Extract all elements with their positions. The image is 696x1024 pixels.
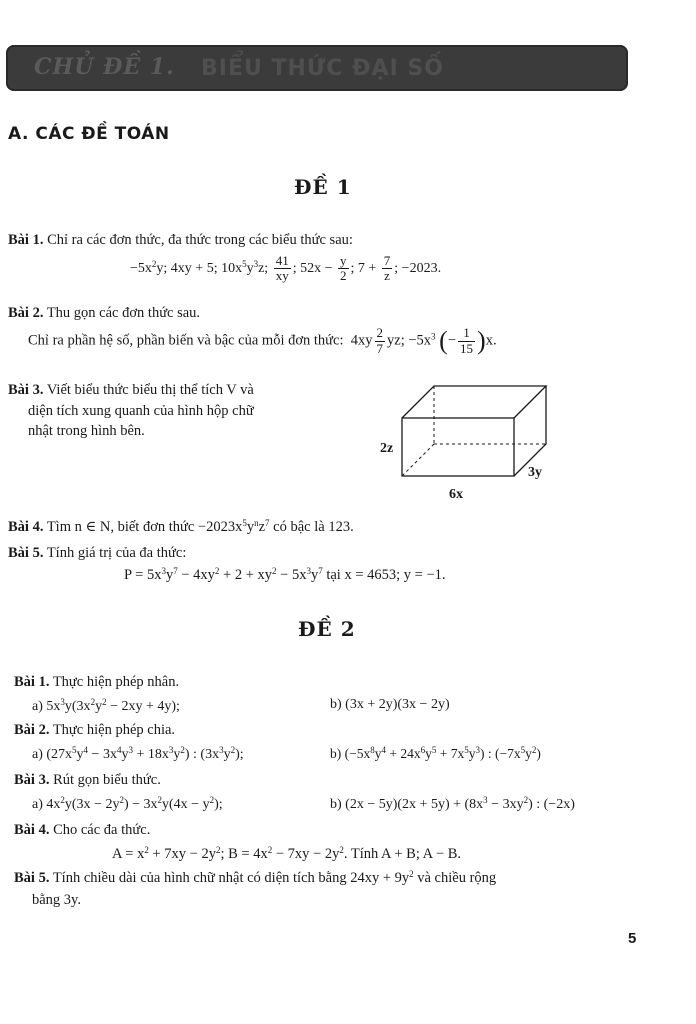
de1-bai3: Bài 3. Viết biểu thức biểu thị thể tích V và bbox=[8, 382, 254, 398]
rectangular-box-figure bbox=[372, 380, 562, 510]
de1-bai3-line3: nhật trong hình bên. bbox=[28, 423, 145, 439]
de2-bai1-a: a) $5x^3y(3x^2y^2 - 2xy + 4y)$; bbox=[32, 697, 180, 714]
de2-bai1-b: b) (3x + 2y)(3x − 2y) bbox=[330, 697, 450, 712]
box-hidden-edges bbox=[402, 386, 546, 476]
de2-bai4-expression: $A = x^2 + 7xy - 2y^2$; $B = 4x^2 - 7xy - 2y^2$. Tính A + B; A − B. bbox=[112, 845, 462, 862]
de1-bai3-line2: diện tích xung quanh của hình hộp chữ bbox=[28, 403, 254, 419]
de2-bai2: Bài 2. Thực hiện phép chia. bbox=[14, 722, 176, 738]
section-heading: A. CÁC ĐỀ TOÁN bbox=[8, 124, 170, 144]
de2-bai5-line2: bằng 3y. bbox=[32, 892, 81, 908]
box-width-label: 6x bbox=[449, 487, 463, 502]
de1-bai2: Bài 2. Thu gọn các đơn thức sau. bbox=[8, 305, 201, 321]
box-front-face bbox=[402, 418, 514, 476]
de2-bai3-a: a) $4x^2y(3x - 2y^2) - 3x^2y(4x - y^2)$; bbox=[32, 795, 223, 812]
de2-bai4: Bài 4. Cho các đa thức. bbox=[14, 822, 151, 838]
de2-bai2-a: a) $(27x^5y^4 - 3x^4y^3 + 18x^3y^2)$ : $(3x^3y^2)$; bbox=[32, 745, 244, 762]
box-depth-label: 3y bbox=[528, 465, 542, 480]
de2-heading: ĐỀ 2 bbox=[298, 617, 356, 641]
de2-bai5: Bài 5. Tính chiều dài của hình chữ nhật có diện tích bằng $24xy + 9y^2$ và chiều rộng bbox=[14, 869, 497, 886]
chapter-label: CHỦ ĐỀ 1. bbox=[34, 54, 175, 80]
de2-bai3-b: b) $(2x - 5y)(2x + 5y) + (8x^3 - 3xy^2)$ : (−2x) bbox=[330, 795, 575, 812]
de1-bai2-sub: Chỉ ra phần hệ số, phần biến và bậc của mỗi đơn thức: 4xy $\frac{2}{7}$ yz; $-5x^3$ (− $\frac{1}{15}$ )x. bbox=[28, 325, 497, 356]
de1-bai5: Bài 5. Tính giá trị của đa thức: bbox=[8, 545, 187, 561]
box-top-face bbox=[402, 386, 546, 418]
de1-bai1: Bài 1. Chỉ ra các đơn thức, đa thức trong các biểu thức sau: bbox=[8, 232, 353, 248]
box-height-label: 2z bbox=[380, 441, 394, 456]
de1-bai4: Bài 4. Tìm n ∈ N, biết đơn thức $-2023x^5y^nz^7$ có bậc là 123. bbox=[8, 518, 354, 535]
de2-bai1: Bài 1. Thực hiện phép nhân. bbox=[14, 674, 180, 690]
de2-bai2-b: b) $(-5x^8y^4 + 24x^6y^5 + 7x^5y^3)$ : $(-7x^5y^2)$ bbox=[330, 745, 541, 761]
de1-bai5-expression: $P = 5x^3y^7 - 4xy^2 + 2 + xy^2 - 5x^3y^7$ tại x = 4653; y = −1. bbox=[124, 566, 446, 583]
box-right-face bbox=[514, 386, 546, 476]
de1-bai1-expression: $-5x^2y$; 4xy + 5; $10x^5y^3z$; $\frac{41}{xy}$ ; 52x − $\frac{y}{2}$ ; 7 + $\frac{7}{z}$ ; −2023. bbox=[130, 253, 442, 284]
de2-bai3: Bài 3. Rút gọn biểu thức. bbox=[14, 772, 161, 788]
page-number: 5 bbox=[628, 930, 637, 947]
chapter-banner bbox=[6, 45, 628, 91]
chapter-title: BIỂU THỨC ĐẠI SỐ bbox=[201, 56, 444, 81]
de1-heading: ĐỀ 1 bbox=[294, 175, 352, 199]
